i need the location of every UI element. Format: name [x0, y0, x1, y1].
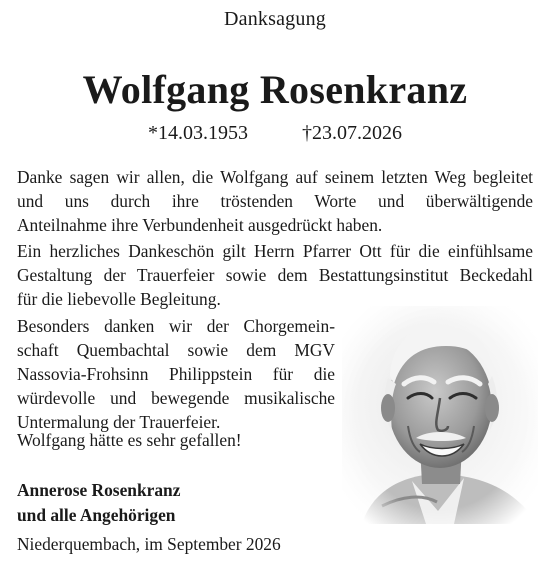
paragraph-line: Gestaltung der Trauerfeier sowie dem Bestattungsinstitut Beckedahl — [17, 265, 533, 285]
signature-family: und alle Angehörigen — [17, 505, 176, 525]
notice-heading: Danksagung — [224, 8, 326, 30]
signature — [17, 478, 180, 528]
birth-date: *14.03.1953 — [148, 122, 248, 144]
place-and-date: Niederquembach, im September 2026 — [17, 534, 281, 554]
pastor-paragraph — [17, 239, 533, 311]
paragraph-line: für die liebevolle Begleitung. — [17, 289, 221, 309]
paragraph-line: Nassovia-Frohsinn Philippstein für die — [17, 364, 335, 384]
signature-name: Annerose Rosenkranz — [17, 480, 181, 500]
paragraph-line: schaft Quembachtal sowie dem MGV — [17, 340, 335, 360]
death-date: †23.07.2026 — [302, 122, 402, 144]
choir-paragraph — [17, 314, 335, 434]
closing-line: Wolfgang hätte es sehr gefallen! — [17, 430, 242, 450]
thanks-paragraph — [17, 165, 533, 237]
paragraph-line: Ein herzliches Dankeschön gilt Herrn Pfarrer Ott für die einfühlsame — [17, 241, 533, 261]
portrait-photo — [342, 306, 538, 524]
paragraph-line: Danke sagen wir allen, die Wolfgang auf seinem letzten Weg begleitet — [17, 167, 533, 187]
paragraph-line: würdevolle und bewegende musikalische — [17, 388, 335, 408]
paragraph-line: Besonders danken wir der Chorgemein- — [17, 316, 335, 336]
paragraph-line: und uns durch ihre tröstenden Worte und überwältigende — [17, 191, 533, 211]
paragraph-line: Anteilnahme ihre Verbundenheit ausgedrückt haben. — [17, 215, 383, 235]
paragraph-line: Untermalung der Trauerfeier. — [17, 412, 221, 432]
deceased-name: Wolfgang Rosenkranz — [82, 67, 468, 112]
